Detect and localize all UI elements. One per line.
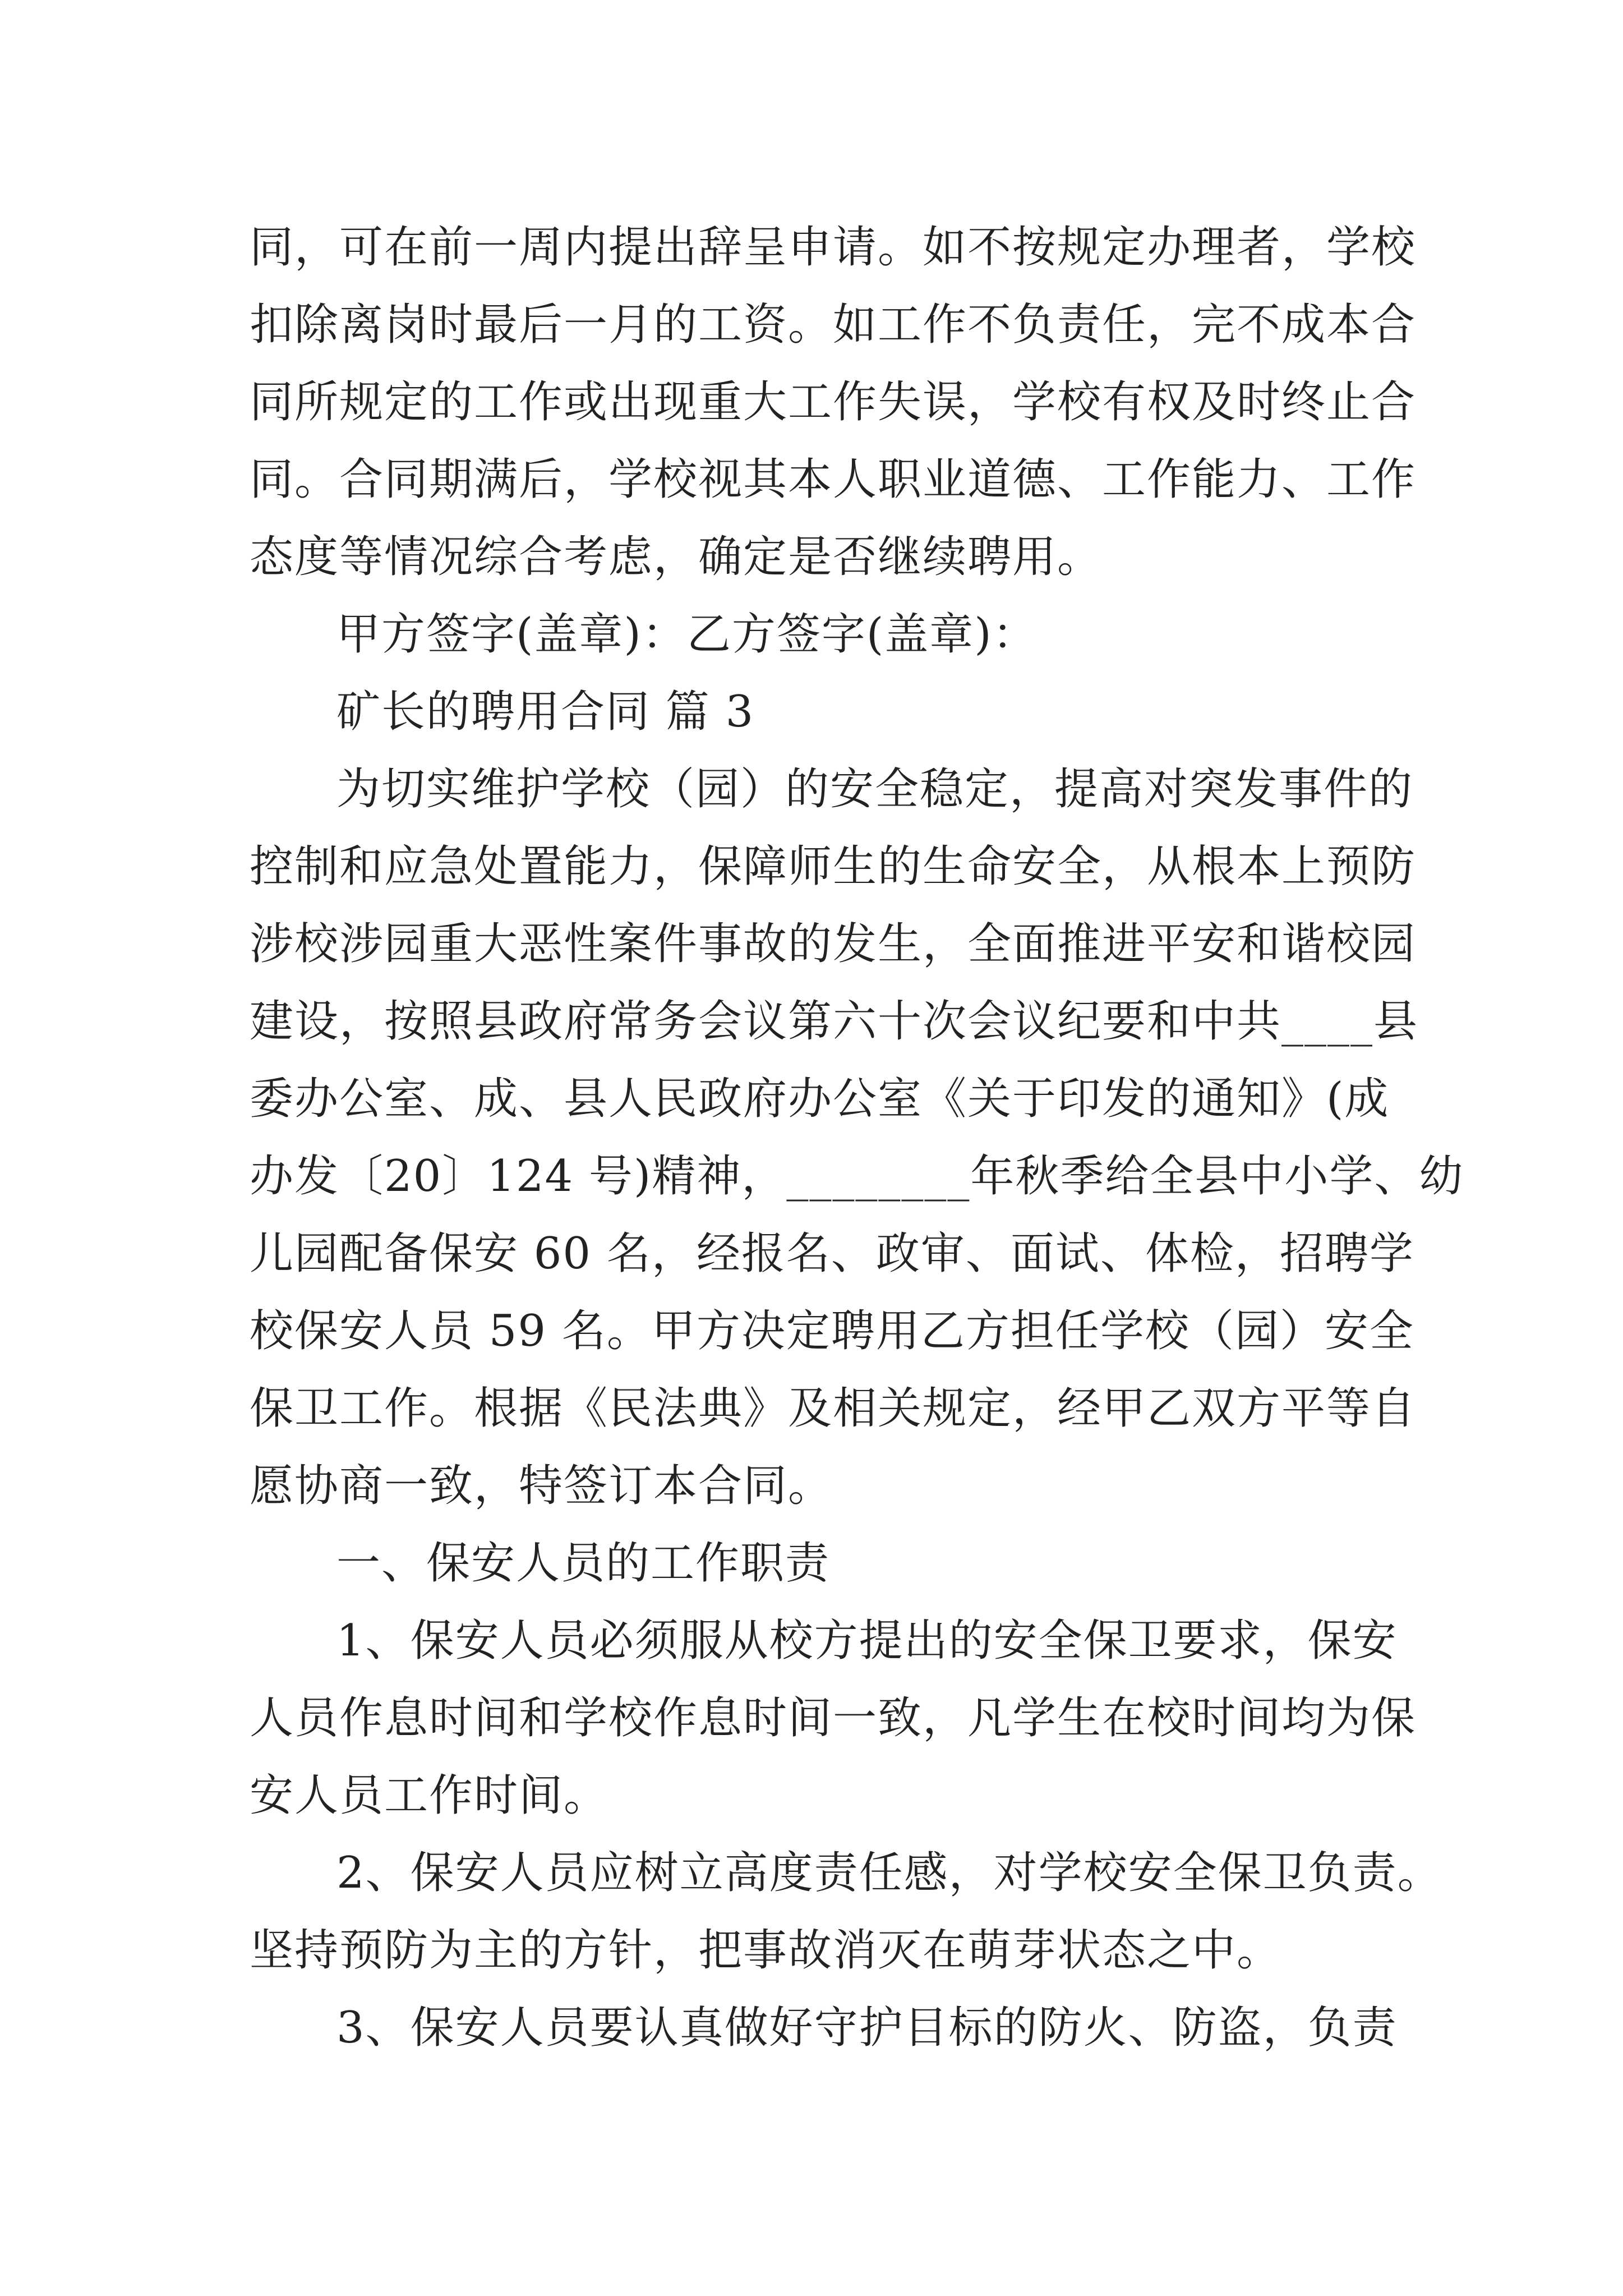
paragraph-line: 委办公室、成、县人民政府办公室《关于印发的通知》(成 bbox=[250, 1074, 1390, 1124]
paragraph-line: 愿协商一致，特签订本合同。 bbox=[250, 1461, 833, 1511]
paragraph-line: 态度等情况综合考虑，确定是否继续聘用。 bbox=[250, 532, 1103, 582]
section-heading: 矿长的聘用合同 篇 3 bbox=[336, 687, 755, 737]
paragraph-line: 同所规定的工作或出现重大工作失误，学校有权及时终止合 bbox=[250, 377, 1417, 427]
paragraph-line: 人员作息时间和学校作息时间一致，凡学生在校时间均为保 bbox=[250, 1693, 1417, 1743]
document-body bbox=[250, 209, 1464, 2067]
paragraph-line: 同，可在前一周内提出辞呈申请。如不按规定办理者，学校 bbox=[250, 222, 1417, 273]
paragraph-line: 建设，按照县政府常务会议第六十次会议纪要和中共____县 bbox=[250, 996, 1419, 1047]
paragraph-line: 3、保安人员要认真做好守护目标的防火、防盗，负责 bbox=[336, 2003, 1398, 2053]
paragraph-line: 涉校涉园重大恶性案件事故的发生，全面推进平安和谐校园 bbox=[250, 919, 1417, 969]
paragraph-line: 安人员工作时间。 bbox=[250, 1770, 609, 1821]
paragraph-line: 儿园配备保安 60 名，经报名、政审、面试、体检，招聘学 bbox=[250, 1228, 1414, 1279]
paragraph-line: 控制和应急处置能力，保障师生的生命安全，从根本上预防 bbox=[250, 841, 1417, 892]
paragraph-line: 1、保安人员必须服从校方提出的安全保卫要求，保安 bbox=[336, 1616, 1398, 1666]
signature-line: 甲方签字(盖章)：乙方签字(盖章)： bbox=[336, 609, 1038, 660]
paragraph-line: 办发〔20〕124 号)精神，________年秋季给全县中小学、幼 bbox=[250, 1151, 1464, 1202]
paragraph-line: 扣除离岗时最后一月的工资。如工作不负责任，完不成本合 bbox=[250, 300, 1417, 350]
paragraph-line: 保卫工作。根据《民法典》及相关规定，经甲乙双方平等自 bbox=[250, 1383, 1417, 1434]
paragraph-line: 校保安人员 59 名。甲方决定聘用乙方担任学校（园）安全 bbox=[250, 1306, 1414, 1356]
paragraph-line: 坚持预防为主的方针，把事故消灭在萌芽状态之中。 bbox=[250, 1925, 1282, 1976]
paragraph-line: 为切实维护学校（园）的安全稳定，提高对突发事件的 bbox=[336, 764, 1414, 815]
subsection-heading: 一、保安人员的工作职责 bbox=[336, 1538, 831, 1589]
paragraph-line: 同。合同期满后，学校视其本人职业道德、工作能力、工作 bbox=[250, 454, 1417, 505]
paragraph-line: 2、保安人员应树立高度责任感，对学校安全保卫负责。 bbox=[336, 1848, 1442, 1898]
